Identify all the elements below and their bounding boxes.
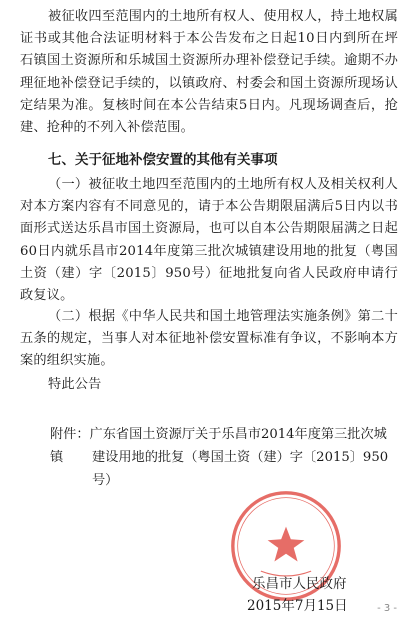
signature-date: 2015年7月15日: [247, 598, 348, 614]
attachment-line-1: 附件：广东省国土资源厅关于乐昌市2014年度第三批次城镇: [50, 427, 387, 465]
section-heading-7: 七、关于征地补偿安置的其他有关事项: [48, 152, 278, 168]
special-notice: 特此公告: [48, 377, 102, 392]
paragraph-objection: （一）被征收土地四至范围内的土地所有权人及相关权利人对本方案内容有不同意见的，请于本公告期限届满后5日内以书面形式送达乐昌市国土资源局，也可以自本公告期限届满之日起60日内就乐昌市2014年度第三批次城镇建设用地的批复（粤国土资（建）字〔2015〕950号）征地批复向省人民政府申请行政复议。: [20, 177, 398, 304]
signature-organization: 乐昌市人民政府: [252, 576, 347, 592]
page-number: - 3 -: [377, 603, 397, 614]
paragraph-registration: 被征收四至范围内的土地所有权人、使用权人，持土地权属证书或其他合法证明材料于本公告发布之日起10日内到所在坪石镇国土资源所和乐城国土资源所办理补偿登记手续。逾期不办理征地补偿登记手续的，以镇政府、村委会和国土资源所现场认定结果为准。复核时间在本公告结束5日内。凡现场调查后，抢建、抢种的不列入补偿范围。: [20, 9, 398, 136]
paragraph-dispute: （二）根据《中华人民共和国土地管理法实施条例》第二十五条的规定，当事人对本征地补偿安置标准有争议，不影响本方案的组织实施。: [20, 309, 398, 369]
attachment-line-2: 建设用地的批复（粤国土资（建）字〔2015〕950号）: [92, 450, 389, 488]
